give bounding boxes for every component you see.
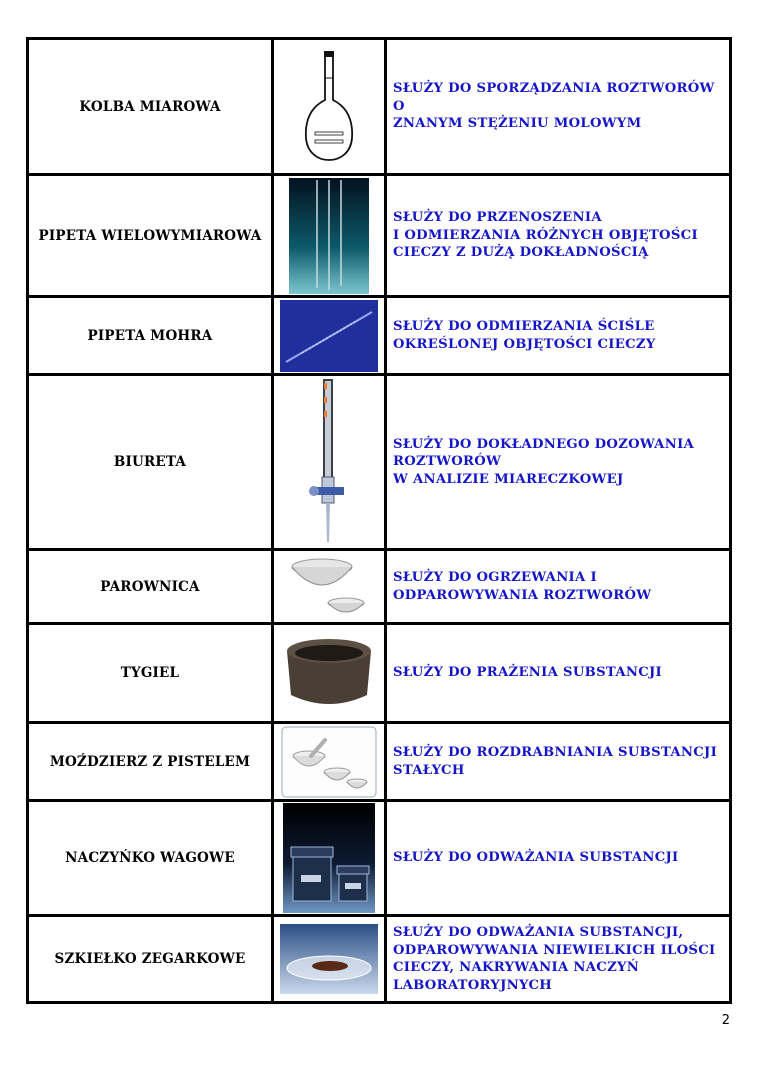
table-row [29,295,729,373]
equipment-description: SŁUŻY DO ODMIERZANIA ŚCIŚLE OKREŚLONEJ OBJĘTOŚCI CIECZY [384,298,729,373]
equipment-description: SŁUŻY DO OGRZEWANIA I ODPAROWYWANIA ROZTWORÓW [384,551,729,622]
equipment-description: SŁUŻY DO ROZDRABNIANIA SUBSTANCJI STAŁYCH [384,724,729,799]
equipment-description: SŁUŻY DO DOKŁADNEGO DOZOWANIA ROZTWORÓW W ANALIZIE MIARECZKOWEJ [384,376,729,548]
equipment-name: KOLBA MIAROWA [79,98,221,115]
page-number: 2 [721,1013,730,1028]
table-row [29,622,729,721]
volumetric-flask-image [271,40,384,173]
graduated-pipette-image [271,176,384,295]
equipment-name: SZKIEŁKO ZEGARKOWE [54,951,246,967]
table-row [29,548,729,622]
equipment-name: PIPETA WIELOWYMIAROWA [38,227,262,244]
table-row [29,799,729,914]
equipment-description: SŁUŻY DO ODWAŻANIA SUBSTANCJI [384,802,729,914]
watch-glass-image [271,917,384,1001]
table-row [29,373,729,548]
table-row [29,914,729,1001]
mohr-pipette-image [271,298,384,373]
equipment-name: MOŹDZIERZ Z PISTELEM [49,753,251,770]
mortar-and-pestle-image [271,724,384,799]
equipment-table [26,37,732,1004]
equipment-description: SŁUŻY DO PRAŻENIA SUBSTANCJI [384,625,729,721]
evaporating-dish-image [271,551,384,622]
burette-image [271,376,384,548]
equipment-description: SŁUŻY DO SPORZĄDZANIA ROZTWORÓW O ZNANYM STĘŻENIU MOLOWYM [384,40,729,173]
table-row [29,721,729,799]
equipment-description: SŁUŻY DO PRZENOSZENIA I ODMIERZANIA RÓŻNYCH OBJĘTOŚCI CIECZY Z DUŻĄ DOKŁADNOŚCIĄ [384,176,729,295]
table-row [29,173,729,295]
equipment-name: BIURETA [113,454,187,470]
weighing-bottle-image [271,802,384,914]
equipment-name: PIPETA MOHRA [87,327,213,344]
table-row [29,40,729,173]
equipment-name: NACZYŃKO WAGOWE [65,850,235,866]
crucible-image [271,625,384,721]
equipment-name: TYGIEL [120,665,180,681]
equipment-name: PAROWNICA [100,578,200,595]
equipment-description: SŁUŻY DO ODWAŻANIA SUBSTANCJI, ODPAROWYWANIA NIEWIELKICH ILOŚCI CIECZY, NAKRYWANIA NACZYŃ LABORATORYJNYCH [384,917,729,1001]
